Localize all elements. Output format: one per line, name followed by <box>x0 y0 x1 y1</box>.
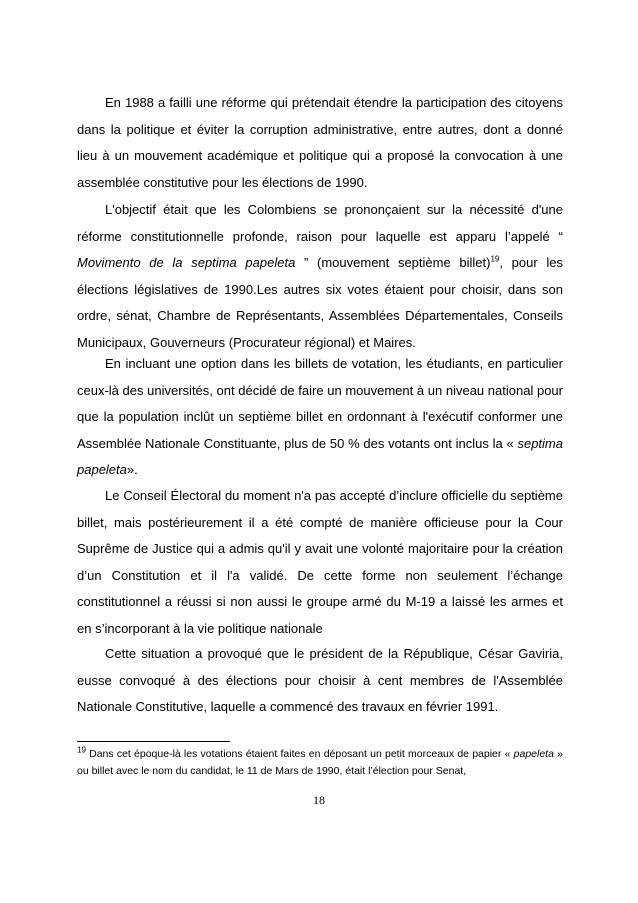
paragraph-3-text-b: ». <box>126 462 138 477</box>
paragraph-1-text: En 1988 a failli une réforme qui prétendait étendre la participation des citoyens dans la politique et éviter la corruption administrative, entre autres, dont a donné lieu à un mouvement académique et politique qui a proposé la convocation à une assemblée constitutive pour les élections de 1990. <box>77 95 563 190</box>
paragraph-4 <box>77 483 563 642</box>
footnote-italic-term: papeleta <box>513 748 554 760</box>
page-number: 18 <box>313 793 325 807</box>
paragraph-2 <box>77 197 563 356</box>
paragraph-2-text-a: L'objectif était que les Colombiens se prononçaient sur la nécessité d'une réforme constitutionnelle profonde, raison pour laquelle est apparu l’appelé “ <box>77 202 563 244</box>
paragraph-5-text: Cette situation a provoqué que le président de la République, César Gaviria, eusse convoqué à des élections pour choisir à cent membres de l'Assemblée Nationale Constitutive, laquelle a commencé des travaux en février 1991. <box>77 646 563 714</box>
paragraph-2-italic-title: Movimento de la septima papeleta <box>77 255 296 270</box>
paragraph-3-text-a: En incluant une option dans les billets de votation, les étudiants, en particulier ceux-là des universités, ont décidé de faire un mouvement à un niveau national pour que la population inclût un septième billet en ordonnant à l'exécutif conformer une Assemblée Nationale Constituante, plus de 50 % des votants ont inclus la « <box>77 356 563 451</box>
footnote-text-a: Dans cet époque-là les votations étaient faites en déposant un petit morceaux de papier « <box>85 748 514 760</box>
footnote-separator <box>77 741 230 742</box>
paragraph-1 <box>77 90 563 196</box>
footnote-reference[interactable]: 19 <box>490 254 500 264</box>
paragraph-5 <box>77 641 563 721</box>
footnote <box>77 746 563 780</box>
paragraph-2-text-c: , pour les élections législatives de 1990.Les autres six votes étaient pour choisir, dans son ordre, sénat, Chambre de Représentants, Assemblées Départementales, Conseils Municipaux, Gouverneurs (Procurateur régional) et Maires. <box>77 255 563 350</box>
paragraph-3-italic-term: septima papeleta <box>77 435 563 477</box>
paragraph-2-text-b: ” (mouvement septième billet) <box>295 255 491 270</box>
footnote-text-b: » ou billet avec le nom du candidat, le 11 de Mars de 1990, était l’élection pour Senat, <box>77 748 563 777</box>
paragraph-3 <box>77 351 563 484</box>
footnote-number: 19 <box>77 745 86 755</box>
paragraph-4-text: Le Conseil Électoral du moment n'a pas accepté d’inclure officielle du septième billet, mais postérieurement il a été compté de manière officieuse pour la Cour Suprême de Justice qui a admis qu'il y avait une volonté majoritaire pour la création d’un Constitution et il l'a validé. De cette forme non seulement l’échange constitutionnel a réussi si non aussi le groupe armé du M-19 a laissé les armes et en s’incorporant à la vie politique nationale <box>77 488 563 636</box>
